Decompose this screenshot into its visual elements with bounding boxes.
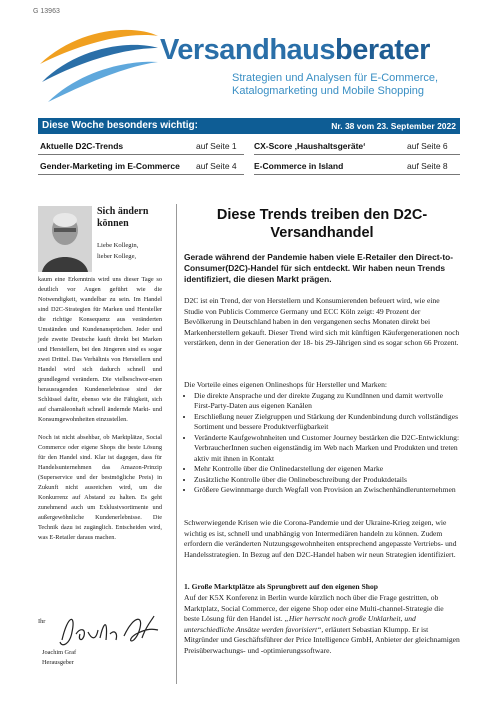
toc-item[interactable] [40, 161, 180, 172]
paragraph-text [184, 593, 460, 656]
author-role: Herausgeber [42, 659, 74, 666]
editorial-body [38, 275, 162, 551]
article-paragraph [184, 296, 460, 349]
editorial-title-line: Sich ändern [97, 206, 149, 217]
handwritten-signature [54, 610, 164, 652]
list-item: • Größere Gewinnmarge durch Wegfall von Provision an Zwischenhändlerunternehmen [194, 485, 460, 496]
advantages-intro: Die Vorteile eines eigenen Onlineshops für Hersteller und Marken: [184, 380, 388, 389]
toc-page-ref: auf Seite 4 [196, 161, 237, 171]
editorial-paragraph: kaum eine Erkenntnis wird uns dieser Tage so deutlich vor Augen geführt wie die Notwendigkeit, wandelbar zu sein. Im Handel sind D2C-Strategien für Marken und Hersteller die richtige Konsequenz aus veränderten Umständen und Kundenansprüchen. Jeder und jede zweite Deutsche kauft direkt bei Marken und Herstellern, bei den Jüngeren sind es sogar zwei Drittel. Das Verhältnis von Herstellern und Handel wird sich dadurch schnell und grundlegend verändern. Die vielbeschwor-enen herausragenden Kundenerlebnisse sind der Schlüssel dafür, ebenso wie die Fähigkeit, sich auf chamäleonhaft schnell ändernde Markt- und Konsumgewohnheiten einzustellen. [38, 276, 162, 423]
editor-photo [38, 206, 92, 272]
brand-name [160, 34, 430, 67]
column-divider [176, 204, 177, 684]
article-title: Diese Trends treiben den D2C-Versandhandel [216, 207, 428, 241]
toc-page-ref: auf Seite 8 [407, 161, 448, 171]
greeting-line: Liebe Kollegin, [97, 242, 139, 249]
document-id: G 13963 [33, 8, 60, 15]
issue-number: Nr. 38 vom 23. September 2022 [331, 121, 456, 131]
list-item: • Mehr Kontrolle über die Onlinedarstellung der eigenen Marke [194, 464, 460, 475]
editorial-closing: Ihr [38, 618, 46, 625]
paragraph-text: D2C ist ein Trend, der von Herstellern und Konsumierenden befeuert wird, wie eine Studie von Publicis Commerce Germany und ECC Köln zeigt: 49 Prozent der Bevölkerung in Deutschland haben in den vergangenen sechs Monaten direkt bei Markenherstellern gekauft. Dieser Trend wird sich mit künftigen Käufergenerationen noch verstärken, denn in der Generation der 18- bis 29-Jährigen sind es sogar schon 66 Prozent. [184, 296, 460, 347]
author-name: Joachim Graf [42, 649, 77, 656]
advantages-block [184, 380, 460, 496]
list-item: • Veränderte Kaufgewohnheiten und Customer Journey bestärken die D2C-Entwicklung: VerbraucherInnen suchen eigenständig im Web nach Marken und Produkten und treten aktiv mit ihnen in Kontakt [194, 433, 460, 465]
toc-divider [38, 154, 244, 155]
toc-item[interactable] [254, 141, 365, 152]
toc-item[interactable] [254, 161, 343, 172]
toc-topic: Aktuelle D2C-Trends [40, 141, 124, 151]
tagline-line: Strategien und Analysen für E-Commerce, [232, 72, 439, 84]
toc-page [196, 161, 237, 172]
tagline [232, 72, 438, 98]
toc-item[interactable] [40, 141, 123, 152]
paragraph-start: Auf der K5X Konferenz in Berlin wurde kürzlich noch über die Frage gestritten, ob Marktplatz, Social Commerce, der eigene Shop oder eine Multi-channel-Strategie die beste Lösung für den Handel ist. [184, 593, 444, 623]
brand-name-part2: berater [335, 34, 430, 66]
toc-page [407, 141, 448, 152]
editorial-title-line: können [97, 218, 129, 229]
toc-topic: CX-Score ‚Haushaltsgeräte‘ [254, 141, 366, 151]
toc-topic: Gender-Marketing im E-Commerce [40, 161, 180, 171]
list-item: • Zusätzliche Kontrolle über die Onlinebeschreibung der Produktdetails [194, 475, 460, 486]
tagline-line: Katalogmarketing und Mobile Shopping [232, 85, 425, 97]
article-paragraph [184, 518, 460, 560]
swoosh-logo-icon [38, 26, 160, 110]
article-paragraph [184, 593, 460, 656]
greeting-line: lieber Kollege, [97, 253, 137, 260]
toc-page [407, 161, 448, 172]
editorial-author [42, 648, 76, 668]
highlights-title: Diese Woche besonders wichtig: [42, 120, 198, 131]
editorial-title [97, 206, 148, 230]
toc-divider [254, 154, 460, 155]
article-subheading: 1. Große Marktplätze als Sprungbrett auf den eigenen Shop [184, 582, 379, 591]
quote: „Hier herrscht noch große Unklarheit, und unterschiedliche Ansätze werden favorisiert“ [184, 614, 416, 634]
paragraph-end: , erläutert Sebastian Klumpp. Er ist Mitgründer und Geschäftsführer der Price Intelligence GmbH, Anbieter der gleichnamigen Preisüberwachungs- und -optimierungssoftware. [184, 624, 460, 655]
advantages-list [184, 391, 460, 496]
toc-page-ref: auf Seite 6 [407, 141, 448, 151]
toc-divider [254, 174, 460, 175]
list-item: • Erschließung neuer Zielgruppen und Stärkung der Kundenbindung durch vollständiges Sortiment und bessere Produktverfügbarkeit [194, 412, 460, 433]
brand-name-part1: Versandhaus [160, 34, 336, 66]
list-item: • Die direkte Ansprache und der direkte Zugang zu KundInnen und damit wertvolle First-Party-Daten aus eigenen Kanälen [194, 391, 460, 412]
article-lead: Gerade während der Pandemie haben viele E-Retailer den Direct-to-Consumer(D2C)-Handel für sich entdeckt. Wir haben neun Trends identifiziert, die diesen Markt prägen. [184, 252, 454, 284]
toc-divider [38, 174, 244, 175]
toc-page [196, 141, 237, 152]
toc-page-ref: auf Seite 1 [196, 141, 237, 151]
toc-topic: E-Commerce in Island [254, 161, 344, 171]
paragraph-text: Schwerwiegende Krisen wie die Corona-Pandemie und der Ukraine-Krieg zeigen, wie wichtig es ist, schnell und unabhängig von Intermediären handeln zu können. Zudem erfordern die veränderten Nutzungsgewohnheiten entsprechend angepasste Vertriebs- und Handelsstrategien. In Bezug auf den D2C-Handel haben wir neun Strategien identifiziert. [184, 518, 457, 559]
editorial-paragraph: Noch ist nicht absehbar, ob Marktplätze, Social Commerce oder eigene Shops die beste Lösung für den Handel sind. Klar ist dagegen, dass für Handelsunternehmen das Amazon-Prinzip (Superservice und der bestmögliche Preis) in Zukunft nicht ausreichen wird, um die Konkurrenz auf Abstand zu halten. Es geht zunehmend auch um Exklusivsortimente und außergewöhnliche Kundenerlebnisse. Die Technik dazu ist zugänglich. Entscheiden wird, was E-Retailer daraus machen. [38, 434, 162, 541]
editorial-greeting [97, 240, 138, 262]
